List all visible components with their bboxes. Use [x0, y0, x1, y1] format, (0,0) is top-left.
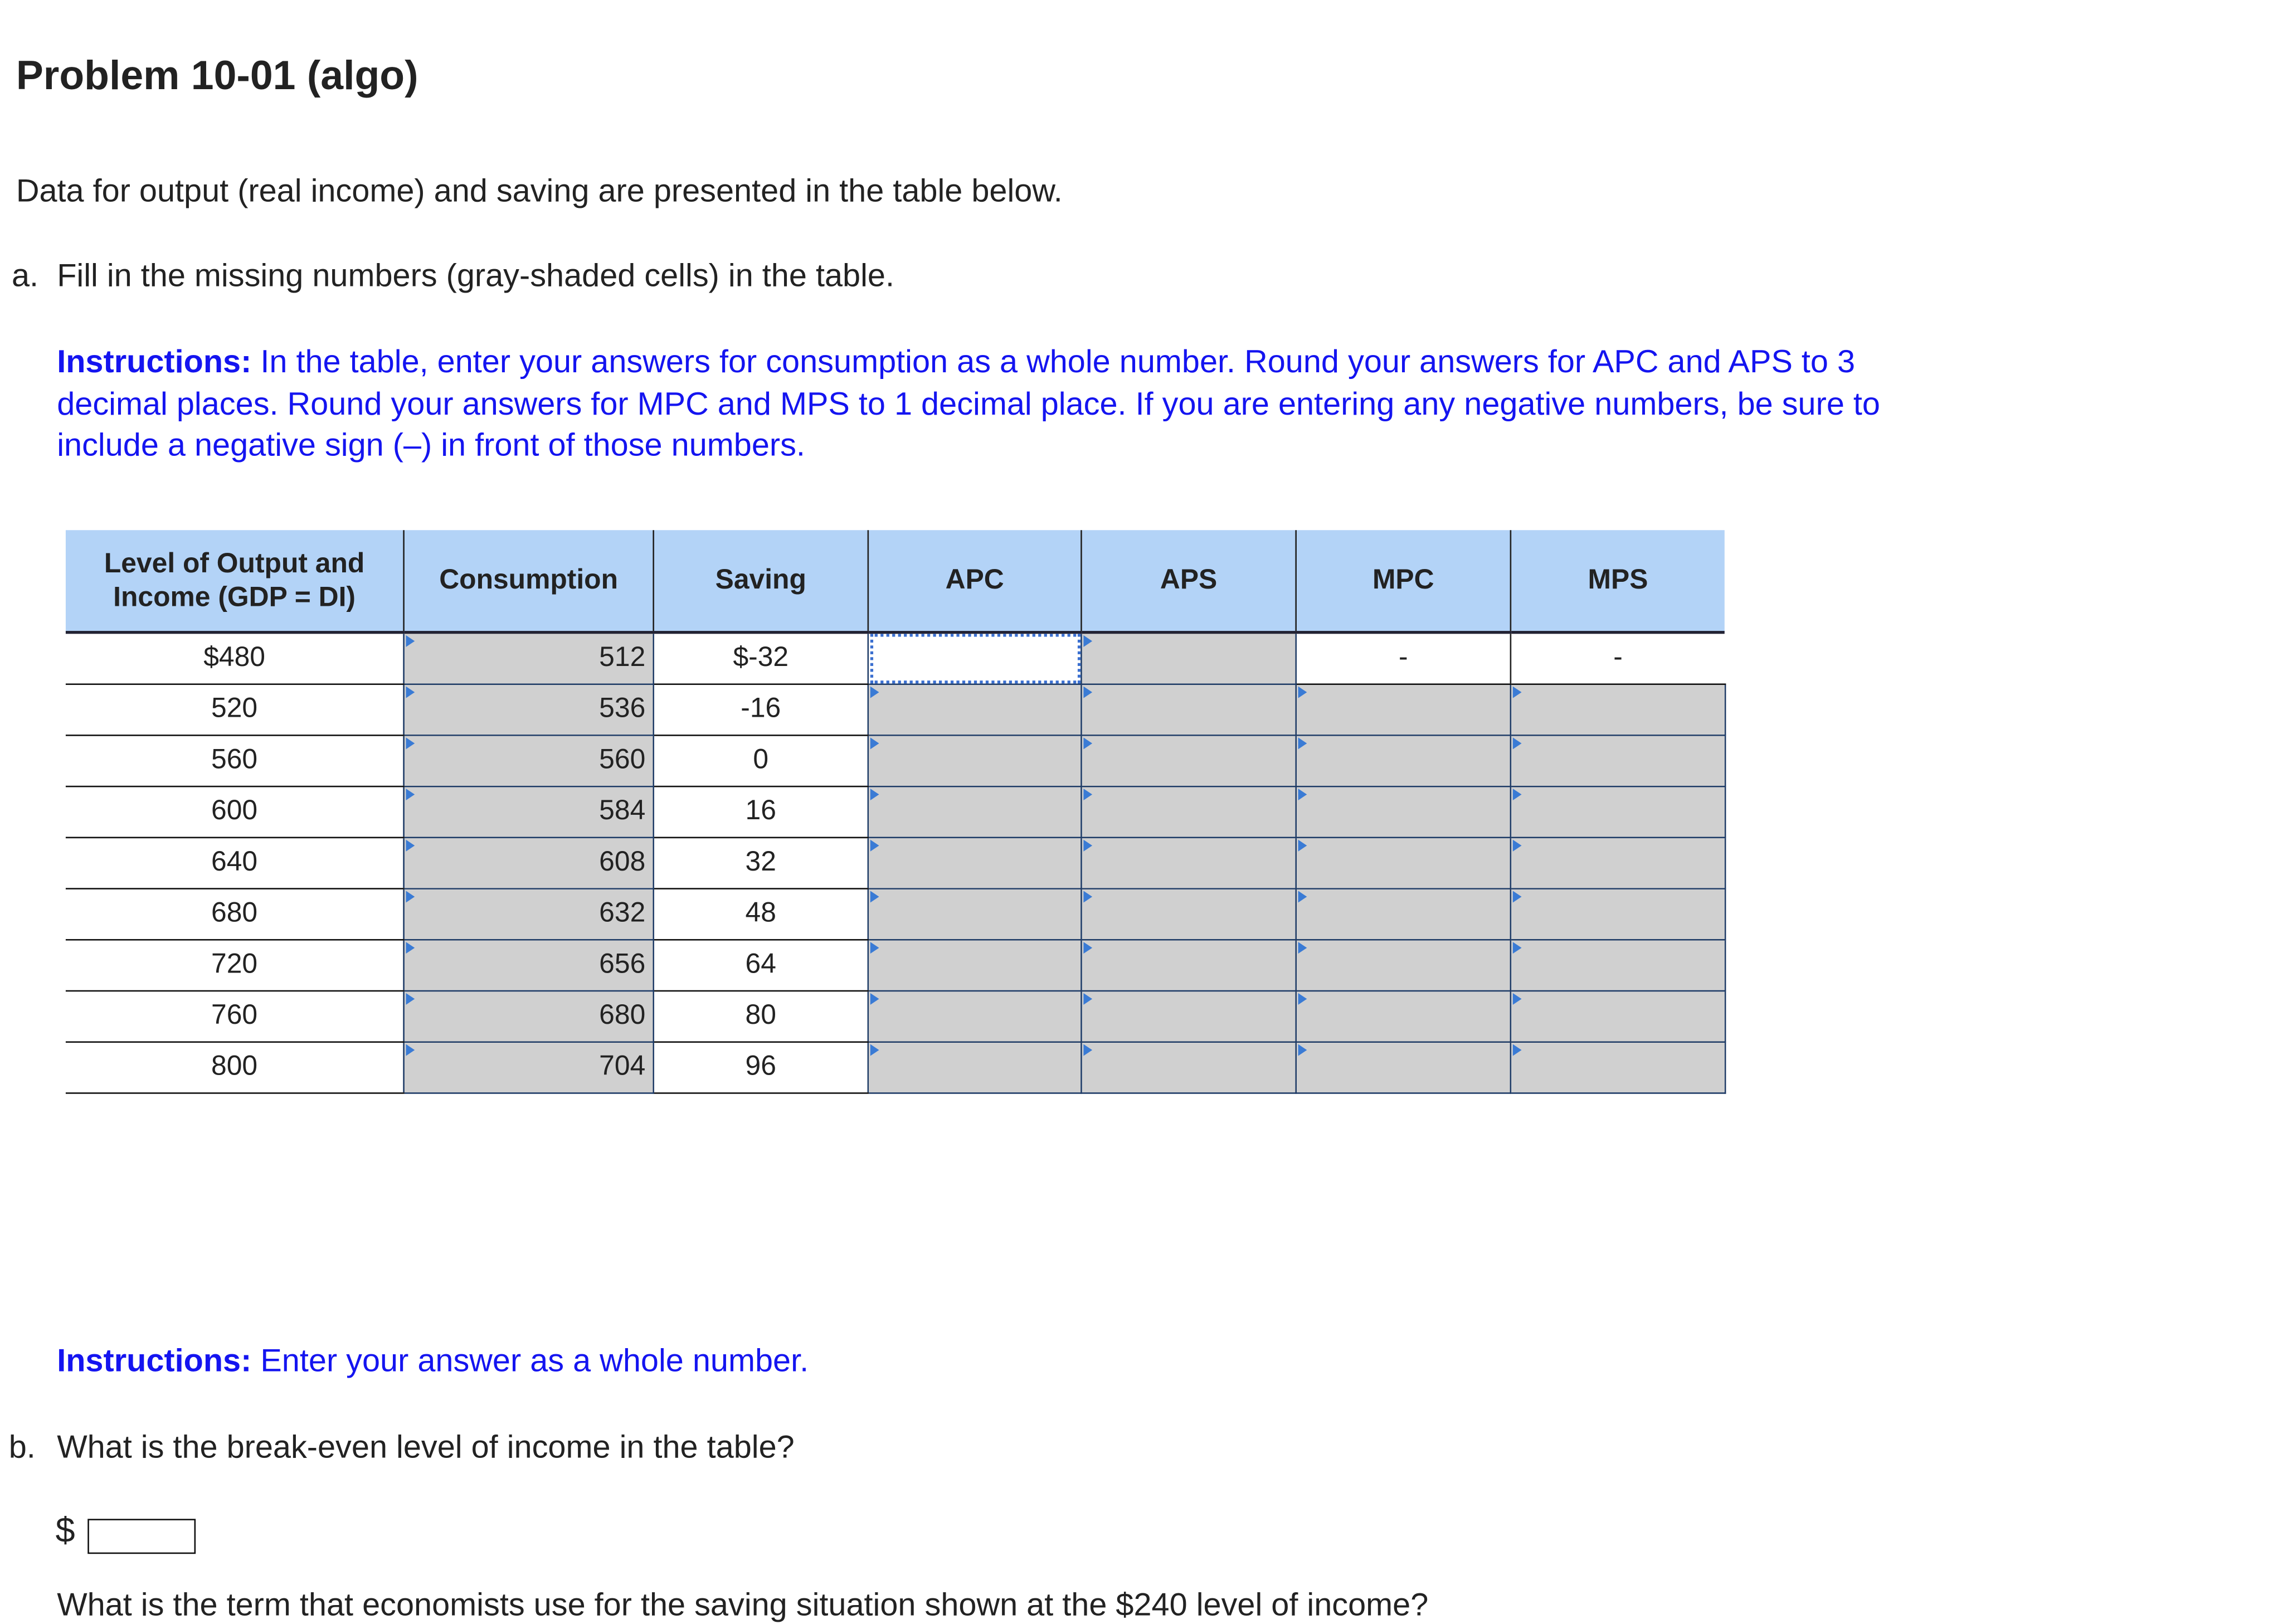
- next-question-text: What is the term that economists use for the saving situation shown at the $240 level of income?: [57, 1586, 1429, 1623]
- mps-input[interactable]: [1511, 1042, 1725, 1093]
- saving-cell: $-32: [654, 633, 868, 684]
- mps-cell: -: [1511, 633, 1725, 684]
- saving-cell: 80: [654, 991, 868, 1042]
- apc-input[interactable]: [868, 991, 1082, 1042]
- apc-input[interactable]: [868, 684, 1082, 736]
- aps-input[interactable]: [1081, 735, 1296, 786]
- part-b-label: b.: [8, 1428, 36, 1465]
- table-row: [66, 735, 1725, 786]
- income-cell: 760: [66, 991, 404, 1042]
- aps-input[interactable]: [1081, 838, 1296, 889]
- income-cell: 600: [66, 786, 404, 838]
- mps-input[interactable]: [1511, 940, 1725, 991]
- consumption-input[interactable]: 584: [404, 786, 654, 838]
- instructions-line: include a negative sign (–) in front of those numbers.: [57, 426, 805, 463]
- saving-cell: 16: [654, 786, 868, 838]
- income-cell: 680: [66, 889, 404, 940]
- consumption-input[interactable]: 512: [404, 633, 654, 684]
- income-cell: 560: [66, 735, 404, 786]
- aps-input[interactable]: [1081, 684, 1296, 736]
- aps-input[interactable]: [1081, 940, 1296, 991]
- aps-input[interactable]: [1081, 1042, 1296, 1093]
- aps-input[interactable]: [1081, 991, 1296, 1042]
- mps-input[interactable]: [1511, 991, 1725, 1042]
- instructions-label: Instructions:: [57, 1342, 252, 1379]
- mps-input[interactable]: [1511, 735, 1725, 786]
- mpc-input[interactable]: [1296, 940, 1511, 991]
- table-row: [66, 889, 1725, 940]
- header-mpc: MPC: [1296, 530, 1511, 632]
- mps-input[interactable]: [1511, 684, 1725, 736]
- table-row: [66, 1042, 1725, 1093]
- instructions-b: [57, 1342, 809, 1380]
- mpc-input[interactable]: [1296, 684, 1511, 736]
- mpc-cell: -: [1296, 633, 1511, 684]
- saving-cell: -16: [654, 684, 868, 736]
- income-cell: 720: [66, 940, 404, 991]
- header-aps: APS: [1081, 530, 1296, 632]
- income-cell: 520: [66, 684, 404, 736]
- instructions-a: [57, 342, 1880, 466]
- table-row: [66, 633, 1725, 684]
- mps-input[interactable]: [1511, 838, 1725, 889]
- header-income: Level of Output and Income (GDP = DI): [66, 530, 404, 632]
- income-cell: 800: [66, 1042, 404, 1093]
- aps-input[interactable]: [1081, 889, 1296, 940]
- part-b-text: What is the break-even level of income in the table?: [57, 1428, 795, 1465]
- instructions-label: Instructions:: [57, 343, 252, 380]
- apc-input[interactable]: [868, 1042, 1082, 1093]
- consumption-input[interactable]: 704: [404, 1042, 654, 1093]
- mps-input[interactable]: [1511, 786, 1725, 838]
- table-row: [66, 786, 1725, 838]
- saving-cell: 64: [654, 940, 868, 991]
- mps-input[interactable]: [1511, 889, 1725, 940]
- mpc-input[interactable]: [1296, 786, 1511, 838]
- mpc-input[interactable]: [1296, 889, 1511, 940]
- apc-input[interactable]: [868, 633, 1082, 684]
- apc-input[interactable]: [868, 940, 1082, 991]
- page-title: Problem 10-01 (algo): [16, 52, 418, 98]
- saving-cell: 32: [654, 838, 868, 889]
- instructions-line: decimal places. Round your answers for MPC and MPS to 1 decimal place. If you are entering any negative numbers, be sure to: [57, 385, 1881, 422]
- consumption-input[interactable]: 680: [404, 991, 654, 1042]
- income-cell: 640: [66, 838, 404, 889]
- break-even-income-input[interactable]: [87, 1519, 196, 1554]
- apc-input[interactable]: [868, 889, 1082, 940]
- consumption-input[interactable]: 536: [404, 684, 654, 736]
- mpc-input[interactable]: [1296, 991, 1511, 1042]
- apc-input[interactable]: [868, 786, 1082, 838]
- consumption-input[interactable]: 608: [404, 838, 654, 889]
- consumption-input[interactable]: 632: [404, 889, 654, 940]
- table-row: [66, 838, 1725, 889]
- header-mps: MPS: [1511, 530, 1725, 632]
- consumption-input[interactable]: 560: [404, 735, 654, 786]
- part-a-label: a.: [11, 257, 39, 294]
- apc-input[interactable]: [868, 735, 1082, 786]
- dollar-sign: $: [55, 1511, 75, 1551]
- header-apc: APC: [868, 530, 1082, 632]
- header-saving: Saving: [654, 530, 868, 632]
- part-a-text: Fill in the missing numbers (gray-shaded cells) in the table.: [57, 257, 895, 294]
- header-consumption: Consumption: [404, 530, 654, 632]
- aps-input[interactable]: [1081, 633, 1296, 684]
- apc-input[interactable]: [868, 838, 1082, 889]
- instructions-line: In the table, enter your answers for consumption as a whole number. Round your answers for APC and APS to 3: [251, 343, 1856, 380]
- intro-text: Data for output (real income) and saving are presented in the table below.: [16, 172, 1063, 209]
- saving-cell: 96: [654, 1042, 868, 1093]
- saving-cell: 48: [654, 889, 868, 940]
- table-row: [66, 684, 1725, 736]
- table-row: [66, 991, 1725, 1042]
- table-row: [66, 940, 1725, 991]
- mpc-input[interactable]: [1296, 838, 1511, 889]
- consumption-input[interactable]: 656: [404, 940, 654, 991]
- aps-input[interactable]: [1081, 786, 1296, 838]
- mpc-input[interactable]: [1296, 1042, 1511, 1093]
- saving-cell: 0: [654, 735, 868, 786]
- instructions-text: Enter your answer as a whole number.: [251, 1342, 809, 1379]
- mpc-input[interactable]: [1296, 735, 1511, 786]
- income-cell: $480: [66, 633, 404, 684]
- consumption-saving-table: [66, 530, 1725, 1094]
